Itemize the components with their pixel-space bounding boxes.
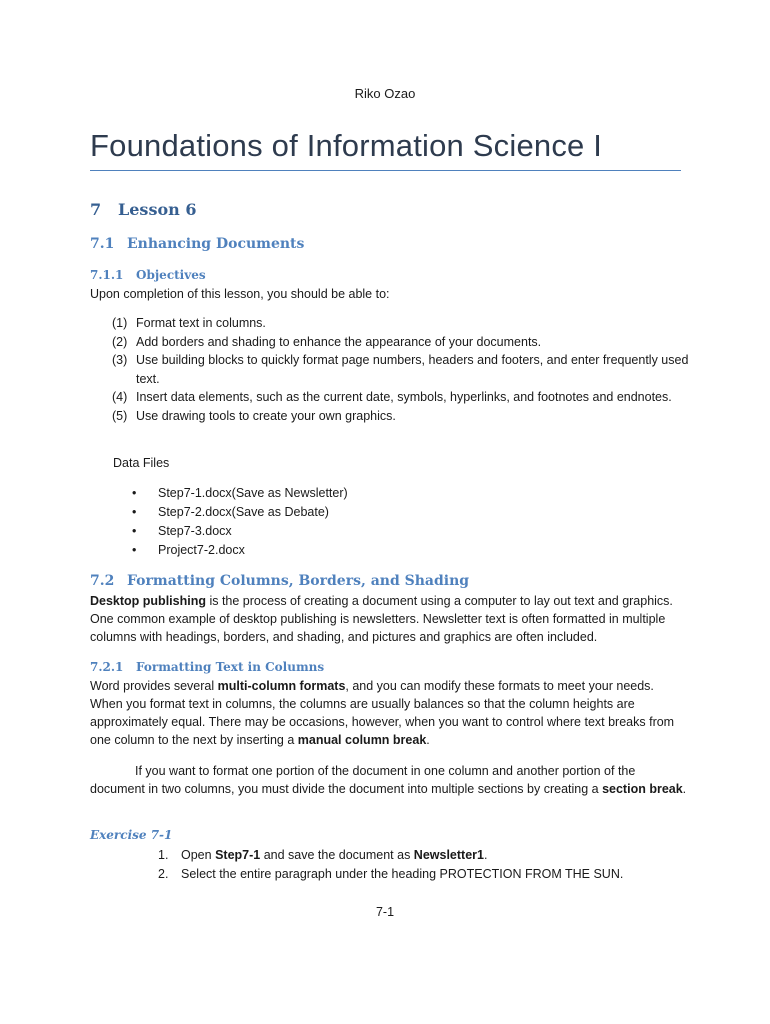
document-title: Foundations of Information Science I [90, 128, 603, 163]
data-files-heading: Data Files [113, 456, 170, 470]
section-heading-7-2 [90, 573, 469, 589]
item-label: (4) [112, 390, 128, 404]
chapter-title: Lesson 6 [118, 200, 197, 219]
item-text: Use building blocks to quickly format page numbers, headers and footers, and enter frequently used text. [136, 353, 689, 386]
item-label: (3) [112, 353, 128, 367]
bullet-icon: • [132, 543, 137, 557]
list-item [132, 484, 348, 503]
subsection-title: Formatting Text in Columns [136, 660, 325, 674]
title-underline [90, 170, 681, 171]
section-break-paragraph [90, 762, 690, 798]
data-file-name: Step7-1.docx(Save as Newsletter) [158, 486, 348, 500]
item-text: Insert data elements, such as the current date, symbols, hyperlinks, and footnotes and endnotes. [136, 390, 672, 404]
desktop-publishing-paragraph [90, 592, 690, 646]
exercise-heading: Exercise 7-1 [90, 828, 173, 842]
chapter-number: 7 [90, 200, 102, 219]
section-title: Enhancing Documents [127, 236, 305, 252]
item-text: Add borders and shading to enhance the appearance of your documents. [136, 334, 542, 349]
page-number: 7-1 [375, 905, 395, 919]
step-text: Select the entire paragraph under the heading PROTECTION FROM THE SUN. [181, 867, 624, 881]
bold-term: multi-column formats [217, 679, 346, 693]
paragraph-text: If you want to format one portion of the document in one column and another portion of the document in two columns, you must divide the document into multiple sections by creating a [90, 764, 636, 796]
subsection-heading-7-2-1 [90, 660, 324, 674]
step-text-part: Open [181, 848, 216, 862]
bullet-icon: • [132, 524, 137, 538]
list-item [112, 333, 692, 352]
data-file-name: Project7-2.docx [158, 543, 245, 557]
paragraph-text: . [682, 782, 687, 796]
bullet-icon: • [132, 505, 137, 519]
columns-paragraph [90, 677, 690, 749]
objectives-intro: Upon completion of this lesson, you should be able to: [90, 287, 390, 301]
data-file-name: Step7-3.docx [158, 524, 232, 538]
data-file-name: Step7-2.docx(Save as Debate) [158, 505, 329, 519]
exercise-steps [158, 846, 623, 884]
chapter-heading [90, 200, 196, 219]
bold-term: Desktop publishing [90, 594, 206, 608]
subsection-heading-7-1-1 [90, 268, 206, 282]
section-number: 7.1 [90, 236, 115, 252]
list-item [112, 314, 692, 333]
list-item [112, 351, 692, 388]
paragraph-text: . [426, 733, 430, 747]
step-text [181, 846, 487, 865]
list-item [158, 846, 623, 865]
bold-term: section break [602, 782, 683, 796]
step-text-part: . [483, 848, 488, 862]
bold-term: manual column break [297, 733, 427, 747]
bold-term: Newsletter1 [413, 848, 484, 862]
paragraph-text: is the process of creating a document using a computer to lay out text and graphics. One common example of desktop publishing is newsletters. Newsletter text is often formatted in multiple columns with headings, borders, and shading, and pictures and graphics are often included. [90, 594, 673, 644]
list-item [112, 407, 692, 426]
paragraph-text: , and you can modify these formats to meet your needs. When you format text in columns, the columns are usually balances so that the column heights are approximately equal. There may be occasions, however, when you want to control where text breaks from one column to the next by inserting a [90, 679, 675, 747]
author-header: Riko Ozao [354, 86, 416, 101]
section-number: 7.2 [90, 573, 115, 589]
objectives-list [112, 314, 692, 425]
item-label: (5) [112, 408, 128, 423]
step-text-part: and save the document as [260, 848, 414, 862]
list-item [132, 541, 348, 560]
list-item [112, 388, 692, 407]
subsection-title: Objectives [136, 268, 206, 282]
step-label: 2. [158, 867, 169, 881]
bold-term: Step7-1 [215, 848, 261, 862]
step-label: 1. [158, 848, 169, 862]
item-text: Use drawing tools to create your own graphics. [136, 408, 396, 423]
item-text: Format text in columns. [136, 316, 266, 330]
list-item [158, 865, 623, 884]
section-title: Formatting Columns, Borders, and Shading [127, 573, 470, 589]
subsection-number: 7.1.1 [90, 268, 124, 282]
bullet-icon: • [132, 486, 137, 500]
list-item [132, 522, 348, 541]
list-item [132, 503, 348, 522]
item-label: (2) [112, 334, 128, 349]
subsection-number: 7.2.1 [90, 660, 124, 674]
paragraph-text: Word provides several [90, 679, 218, 693]
item-label: (1) [112, 316, 128, 330]
section-heading-7-1 [90, 236, 304, 252]
data-files-list [132, 484, 348, 560]
